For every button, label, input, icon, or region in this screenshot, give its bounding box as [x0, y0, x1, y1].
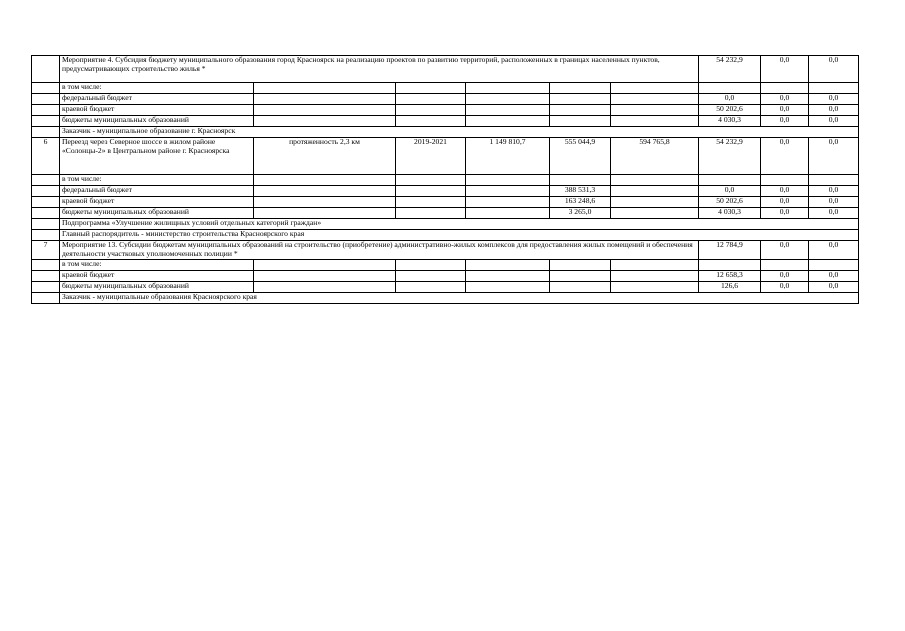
customer-line: Заказчик - муниципальное образование г. Красноярск — [60, 127, 859, 138]
empty-cell — [550, 175, 611, 186]
value-cell: 0,0 — [761, 94, 809, 105]
value-cell: 0,0 — [761, 56, 809, 83]
empty-cell — [466, 271, 550, 282]
empty-cell — [396, 94, 466, 105]
empty-cell — [550, 271, 611, 282]
value-cell: 163 248,6 — [550, 197, 611, 208]
value-cell: 0,0 — [809, 282, 859, 293]
table-row — [32, 116, 859, 127]
table-row — [32, 94, 859, 105]
value-cell: 0,0 — [761, 271, 809, 282]
empty-cell — [396, 175, 466, 186]
empty-cell — [611, 186, 699, 197]
empty-cell — [254, 282, 396, 293]
empty-cell — [466, 105, 550, 116]
empty-cell — [550, 105, 611, 116]
empty-cell — [254, 175, 396, 186]
table-row — [32, 105, 859, 116]
table-row — [32, 208, 859, 219]
customer-line: Заказчик - муниципальные образования Красноярского края — [60, 293, 859, 304]
row-number: 7 — [32, 241, 60, 260]
empty-cell — [611, 260, 699, 271]
empty-cell — [550, 116, 611, 127]
empty-cell — [254, 94, 396, 105]
value-cell: 0,0 — [809, 138, 859, 175]
empty-cell — [611, 83, 699, 94]
empty-cell — [32, 219, 60, 230]
empty-cell — [611, 197, 699, 208]
object-name: Переезд через Северное шоссе в жилом районе «Солонцы-2» в Центральном районе г. Красноярска — [60, 138, 254, 175]
empty-cell — [32, 230, 60, 241]
empty-cell — [396, 260, 466, 271]
table-row — [32, 219, 859, 230]
empty-cell — [32, 94, 60, 105]
capacity-cell: протяженность 2,3 км — [254, 138, 396, 175]
empty-cell — [611, 271, 699, 282]
table-row — [32, 175, 859, 186]
empty-cell — [550, 282, 611, 293]
value-cell: 0,0 — [761, 208, 809, 219]
period-cell: 2019-2021 — [396, 138, 466, 175]
empty-cell — [396, 105, 466, 116]
value-cell: 0,0 — [809, 197, 859, 208]
value-cell: 50 202,6 — [699, 105, 761, 116]
value-cell: 0,0 — [809, 208, 859, 219]
empty-cell — [611, 208, 699, 219]
empty-cell — [254, 271, 396, 282]
row-label: в том числе: — [60, 83, 254, 94]
empty-cell — [254, 116, 396, 127]
table-row — [32, 282, 859, 293]
value-cell: 0,0 — [761, 282, 809, 293]
empty-cell — [550, 83, 611, 94]
value-cell: 0,0 — [761, 186, 809, 197]
empty-cell — [254, 186, 396, 197]
value-cell: 0,0 — [809, 105, 859, 116]
empty-cell — [550, 260, 611, 271]
empty-cell — [254, 208, 396, 219]
row-label: федеральный бюджет — [60, 94, 254, 105]
empty-cell — [396, 83, 466, 94]
value-cell: 3 265,0 — [550, 208, 611, 219]
row-label: краевой бюджет — [60, 197, 254, 208]
empty-cell — [466, 282, 550, 293]
empty-cell — [761, 175, 809, 186]
empty-cell — [396, 208, 466, 219]
value-cell: 594 765,8 — [611, 138, 699, 175]
empty-cell — [32, 260, 60, 271]
empty-cell — [761, 260, 809, 271]
table-row — [32, 230, 859, 241]
value-cell: 555 044,9 — [550, 138, 611, 175]
empty-cell — [32, 127, 60, 138]
value-cell: 54 232,9 — [699, 138, 761, 175]
value-cell: 0,0 — [761, 138, 809, 175]
table-row — [32, 197, 859, 208]
value-cell: 0,0 — [699, 186, 761, 197]
row-label: федеральный бюджет — [60, 186, 254, 197]
empty-cell — [32, 293, 60, 304]
value-cell: 0,0 — [809, 241, 859, 260]
empty-cell — [396, 271, 466, 282]
value-cell: 0,0 — [809, 186, 859, 197]
empty-cell — [32, 282, 60, 293]
value-cell: 54 232,9 — [699, 56, 761, 83]
empty-cell — [809, 83, 859, 94]
row-number — [32, 56, 60, 83]
empty-cell — [32, 116, 60, 127]
empty-cell — [32, 271, 60, 282]
table-row — [32, 186, 859, 197]
empty-cell — [466, 186, 550, 197]
value-cell: 0,0 — [809, 116, 859, 127]
empty-cell — [761, 83, 809, 94]
value-cell: 12 784,9 — [699, 241, 761, 260]
empty-cell — [32, 197, 60, 208]
empty-cell — [466, 116, 550, 127]
empty-cell — [254, 83, 396, 94]
empty-cell — [466, 260, 550, 271]
value-cell: 388 531,3 — [550, 186, 611, 197]
table-row — [32, 293, 859, 304]
row-label: в том числе: — [60, 175, 254, 186]
empty-cell — [466, 197, 550, 208]
empty-cell — [466, 83, 550, 94]
value-cell: 50 202,6 — [699, 197, 761, 208]
value-cell: 0,0 — [761, 105, 809, 116]
table-row — [32, 260, 859, 271]
empty-cell — [611, 94, 699, 105]
table-row — [32, 138, 859, 175]
row-label: краевой бюджет — [60, 271, 254, 282]
empty-cell — [611, 116, 699, 127]
value-cell: 4 030,3 — [699, 116, 761, 127]
table-row — [32, 127, 859, 138]
empty-cell — [32, 83, 60, 94]
empty-cell — [254, 105, 396, 116]
manager-line: Главный распорядитель - министерство строительства Красноярского края — [60, 230, 859, 241]
value-cell: 0,0 — [699, 94, 761, 105]
value-cell: 0,0 — [809, 271, 859, 282]
value-cell: 0,0 — [761, 241, 809, 260]
value-cell: 0,0 — [809, 56, 859, 83]
row-label: в том числе: — [60, 260, 254, 271]
empty-cell — [809, 260, 859, 271]
row-number: 6 — [32, 138, 60, 175]
table-row — [32, 241, 859, 260]
empty-cell — [32, 208, 60, 219]
empty-cell — [32, 105, 60, 116]
empty-cell — [809, 175, 859, 186]
empty-cell — [466, 175, 550, 186]
measure-title: Мероприятие 4. Субсидия бюджету муниципального образования город Красноярск на реализацию проектов по развитию территорий, расположенных в границах населенных пунктов, предусматривающих строительство жилья * — [60, 56, 699, 83]
cost-cell: 1 149 810,7 — [466, 138, 550, 175]
empty-cell — [550, 94, 611, 105]
empty-cell — [466, 208, 550, 219]
empty-cell — [254, 197, 396, 208]
row-label: краевой бюджет — [60, 105, 254, 116]
empty-cell — [396, 197, 466, 208]
empty-cell — [611, 105, 699, 116]
empty-cell — [32, 175, 60, 186]
value-cell: 0,0 — [809, 94, 859, 105]
budget-table — [31, 55, 859, 304]
empty-cell — [254, 260, 396, 271]
empty-cell — [699, 260, 761, 271]
empty-cell — [396, 282, 466, 293]
empty-cell — [699, 175, 761, 186]
row-label: бюджеты муниципальных образований — [60, 282, 254, 293]
empty-cell — [396, 186, 466, 197]
empty-cell — [699, 83, 761, 94]
value-cell: 12 658,3 — [699, 271, 761, 282]
table-row — [32, 271, 859, 282]
table-row — [32, 83, 859, 94]
row-label: бюджеты муниципальных образований — [60, 116, 254, 127]
empty-cell — [32, 186, 60, 197]
row-label: бюджеты муниципальных образований — [60, 208, 254, 219]
value-cell: 0,0 — [761, 197, 809, 208]
measure-title: Мероприятие 13. Субсидии бюджетам муниципальных образований на строительство (приобретение) административно-жилых комплексов для предоставления жилых помещений и обеспечения деятельности участковых уполномоченных полиции * — [60, 241, 699, 260]
empty-cell — [611, 282, 699, 293]
value-cell: 126,6 — [699, 282, 761, 293]
value-cell: 4 030,3 — [699, 208, 761, 219]
value-cell: 0,0 — [761, 116, 809, 127]
subprogram-line: Подпрограмма «Улучшение жилищных условий отдельных категорий граждан» — [60, 219, 859, 230]
empty-cell — [466, 94, 550, 105]
table-row — [32, 56, 859, 83]
empty-cell — [611, 175, 699, 186]
empty-cell — [396, 116, 466, 127]
